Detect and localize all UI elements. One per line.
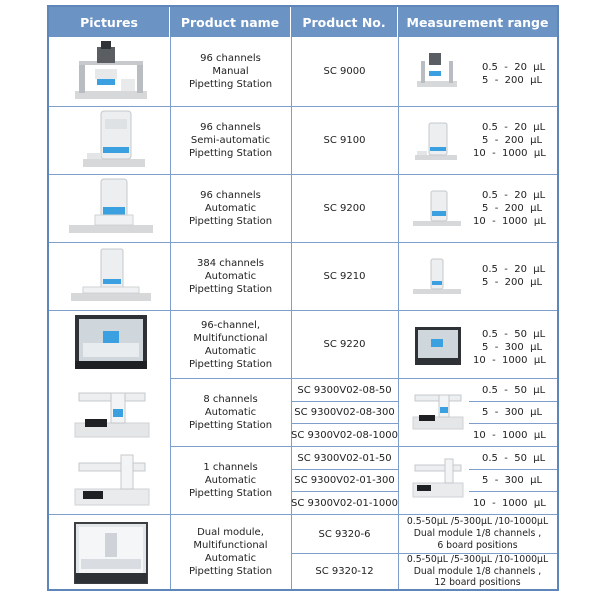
sub-divider (469, 469, 557, 470)
8-channel-station-image (71, 383, 153, 443)
product-name: 96 channels Semi-automatic Pipetting Station (188, 122, 273, 159)
range-value: 5 - 200 μL (482, 203, 543, 214)
header-measurement-range: Measurement range (398, 7, 557, 37)
range-value: 0.5 - 20 μL (482, 122, 546, 133)
manual-pipetting-station-image (71, 41, 151, 103)
sub-divider (469, 401, 557, 402)
range-thumbnail-image (415, 49, 459, 89)
product-no: SC 9300V02-08-50 (297, 384, 392, 396)
range-value: 0.5 - 20 μL (482, 264, 546, 275)
range-value: 10 - 1000 μL (473, 498, 546, 509)
product-no: SC 9210 (323, 271, 366, 282)
header-product-no: Product No. (291, 7, 398, 37)
semi-automatic-station-image (79, 109, 149, 171)
range-value: 0.5 - 50 μL (482, 385, 546, 396)
product-no: SC 9300V02-08-300 (294, 407, 395, 418)
range-value: 5 - 300 μL (482, 475, 543, 486)
range-value: 5 - 300 μL (482, 342, 543, 353)
range-value: 0.5 - 50 μL (482, 329, 546, 340)
multifunctional-station-image (73, 313, 149, 373)
product-name: 1 channels Automatic Pipetting Station (188, 462, 273, 499)
range-value: 0.5 - 20 μL (482, 62, 546, 73)
range-value: 10 - 1000 μL (473, 355, 546, 366)
range-thumbnail-image (413, 119, 459, 163)
range-value: 5 - 200 μL (482, 75, 543, 86)
range-value: 0.5 - 50 μL (482, 453, 546, 464)
product-name: Dual module, Multifunctional Automatic Pipetting Station (188, 527, 273, 577)
product-name: 384 channels Automatic Pipetting Station (188, 258, 273, 295)
product-no: SC 9320-12 (315, 566, 374, 577)
1-channel-station-image (71, 451, 153, 511)
range-value: 10 - 1000 μL (473, 148, 546, 159)
product-no: SC 9320-6 (318, 528, 371, 540)
range-value: 5 - 300 μL (482, 407, 543, 418)
product-name: 96 channels Automatic Pipetting Station (188, 190, 273, 227)
sub-divider (469, 423, 557, 424)
product-name: 8 channels Automatic Pipetting Station (188, 394, 273, 431)
product-no: SC 9100 (323, 135, 366, 146)
range-thumbnail-image (411, 255, 463, 297)
range-thumbnail-image (411, 187, 463, 231)
product-no: SC 9220 (323, 339, 366, 350)
divider (398, 37, 399, 589)
dual-module-station-image (71, 519, 151, 587)
range-thumbnail-image (411, 457, 465, 503)
product-table (47, 5, 559, 591)
range-value: 0.5 - 20 μL (482, 190, 546, 201)
range-value: 5 - 200 μL (482, 277, 543, 288)
product-name: 96-channel, Multifunctional Automatic Pipetting Station (188, 319, 273, 370)
header-pictures: Pictures (49, 7, 170, 37)
range-value: 10 - 1000 μL (473, 430, 546, 441)
range-thumbnail-image (413, 325, 463, 369)
range-value: 0.5-50μL /5-300μL /10-1000μL Dual module 1/8 channels , 12 board positions (406, 554, 549, 589)
automatic-station-image (67, 177, 155, 239)
product-no: SC 9300V02-01-1000 (291, 497, 398, 509)
range-value: 5 - 200 μL (482, 135, 543, 146)
product-no: SC 9300V02-01-50 (297, 452, 392, 464)
product-no: SC 9300V02-01-300 (294, 475, 395, 486)
product-no: SC 9200 (323, 203, 366, 214)
range-value: 10 - 1000 μL (473, 216, 546, 227)
header-product-name: Product name (170, 7, 291, 37)
range-thumbnail-image (411, 387, 465, 435)
range-value: 0.5-50μL /5-300μL /10-1000μL Dual module 1/8 channels , 6 board positions (406, 516, 549, 551)
product-no: SC 9300V02-08-1000 (291, 429, 398, 441)
sub-divider (469, 491, 557, 492)
384-channel-station-image (69, 245, 153, 307)
product-no: SC 9000 (323, 66, 366, 77)
product-name: 96 channels Manual Pipetting Station (188, 53, 273, 90)
